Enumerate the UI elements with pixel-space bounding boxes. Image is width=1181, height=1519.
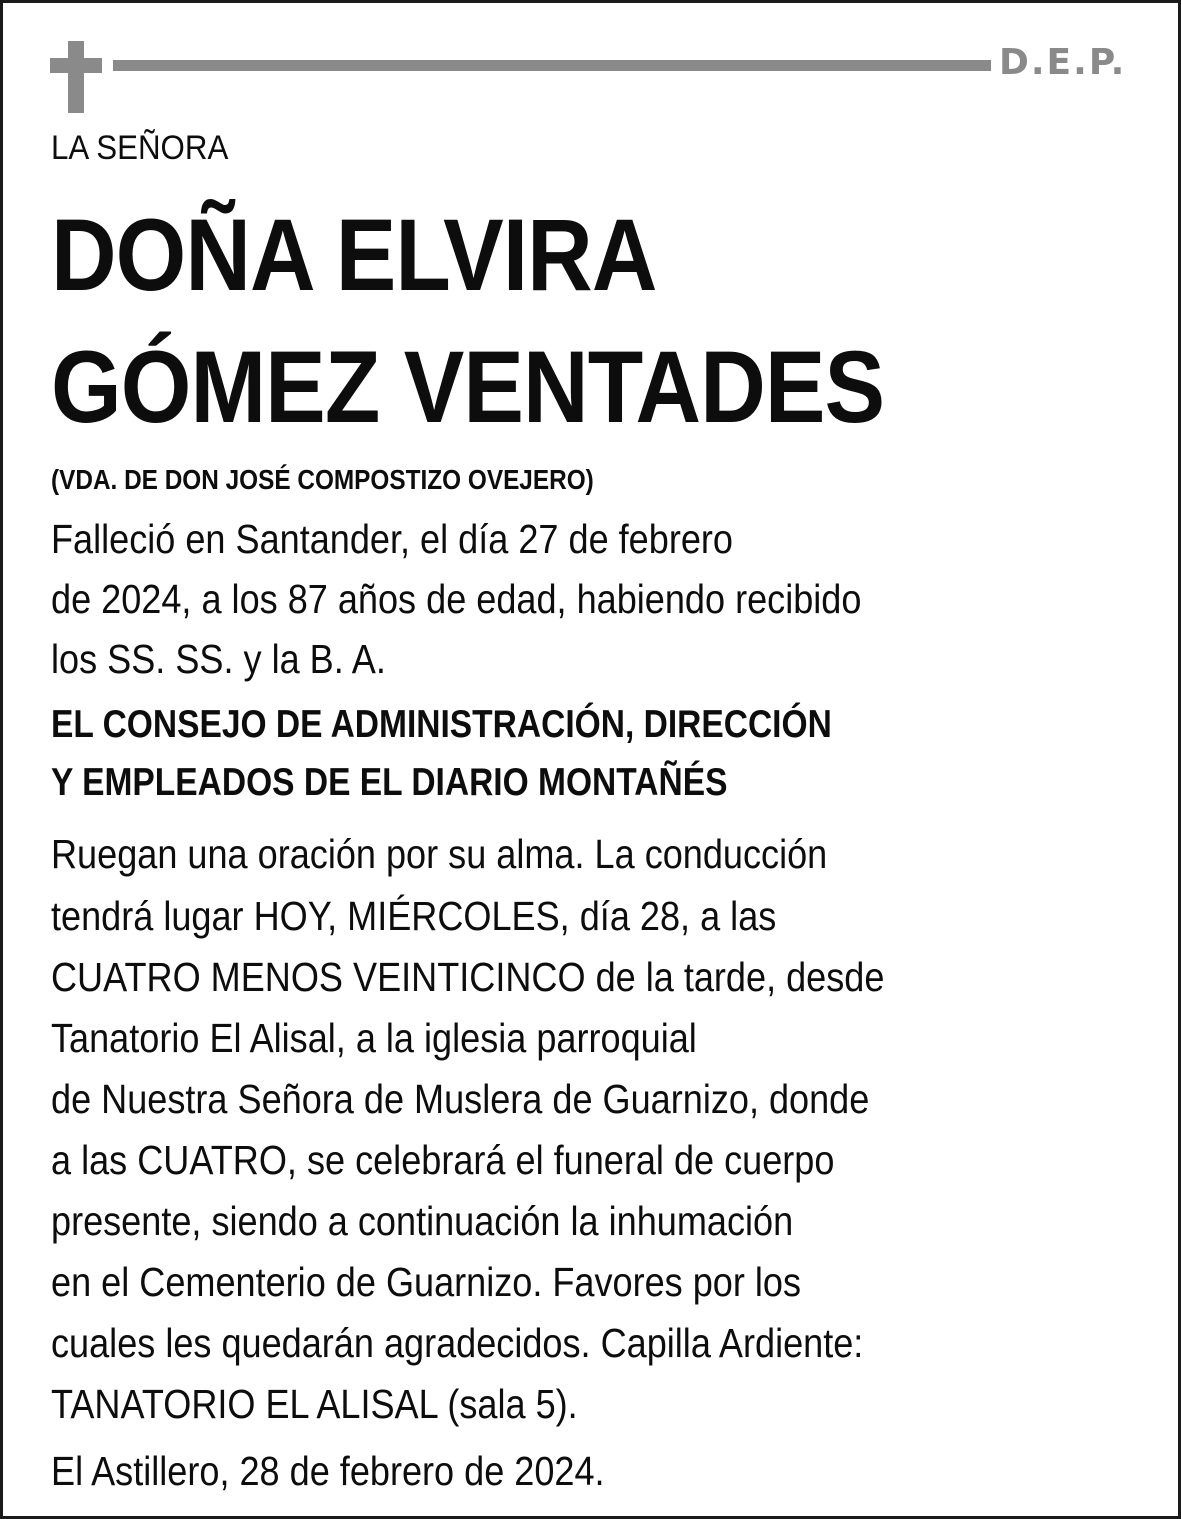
intro-label: LA SEÑORA: [51, 129, 229, 167]
funeral-line: presente, siendo a continuación la inhumación: [51, 1198, 794, 1244]
dep-mark: D.E.P.: [999, 42, 1127, 83]
deceased-name-line-2: GÓMEZ VENTADES: [51, 330, 885, 444]
funeral-line: tendrá lugar HOY, MIÉRCOLES, día 28, a las: [51, 893, 777, 939]
mourners-line: EL CONSEJO DE ADMINISTRACIÓN, DIRECCIÓN: [51, 703, 832, 746]
death-line: de 2024, a los 87 años de edad, habiendo recibido: [51, 576, 862, 622]
deceased-name-line-1: DOÑA ELVIRA: [51, 198, 657, 312]
funeral-line: Ruegan una oración por su alma. La conducción: [51, 831, 828, 877]
funeral-line: a las CUATRO, se celebrará el funeral de cuerpo: [51, 1137, 835, 1183]
cross-vertical-bar: [68, 41, 84, 113]
death-line: los SS. SS. y la B. A.: [51, 636, 386, 682]
funeral-line: CUATRO MENOS VEINTICINCO de la tarde, desde: [51, 954, 885, 1000]
latin-cross-icon: [50, 41, 102, 113]
header-rule: [113, 60, 991, 71]
cross-horizontal-bar: [50, 58, 102, 73]
death-line: Falleció en Santander, el día 27 de febrero: [51, 516, 733, 562]
funeral-line: cuales les quedarán agradecidos. Capilla Ardiente:: [51, 1320, 864, 1366]
funeral-line: Tanatorio El Alisal, a la iglesia parroquial: [51, 1015, 697, 1061]
funeral-line: de Nuestra Señora de Muslera de Guarnizo, donde: [51, 1076, 870, 1122]
mourners-line: Y EMPLEADOS DE EL DIARIO MONTAÑÉS: [51, 761, 728, 804]
funeral-line: TANATORIO EL ALISAL (sala 5).: [51, 1381, 578, 1427]
widow-of-line: (VDA. DE DON JOSÉ COMPOSTIZO OVEJERO): [51, 464, 594, 495]
place-date-line: El Astillero, 28 de febrero de 2024.: [51, 1448, 605, 1494]
funeral-line: en el Cementerio de Guarnizo. Favores por los: [51, 1259, 802, 1305]
